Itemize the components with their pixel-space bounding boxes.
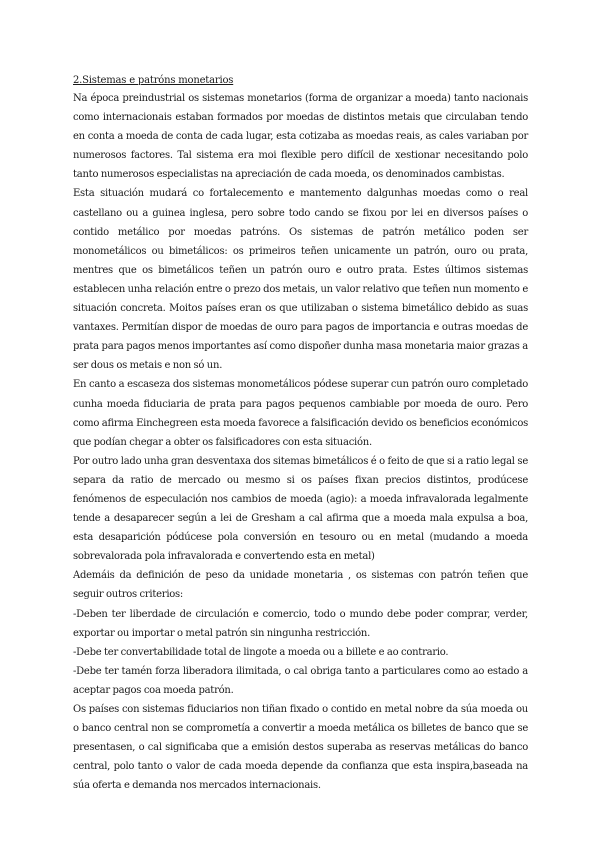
paragraph-fiduciary-systems: Os países con sistemas fiduciarios non tiñan fixado o contido en metal nobre da súa moeda ou o banco central non se comprometía a convertir a moeda metálica os billetes de banco que se presentasen, o cal significaba que a emisión destos superaba as reservas metálicas do banco central, polo tanto o valor de cada moeda depende da confianza que esta inspira,baseada na súa oferta e demanda nos mercados internacionais. (73, 704, 528, 792)
criteria-item-free-circulation: -Deben ter liberdade de circulación e comercio, todo o mundo debe poder comprar, verder, exportar ou importar o metal patrón sin ningunha restricción. (73, 608, 528, 639)
paragraph-bimetallic-disadvantage: Por outro lado unha gran desventaxa dos sitemas bimetálicos é o feito de que si a ratio legal se separa da ratio de mercado ou mesmo si os países fixan precios distintos, prodúcese fenómenos de especulación nos cambios de moeda (agio): a moeda infravalorada legalmente tende a desaparecer según a lei de Gresham a cal afirma que a moeda mala expulsa a boa, esta desaparición pódúcese pola conversión en tesouro ou en metal (mudando a moeda sobrevalorada pola infravalorada e convertendo esta en metal) (73, 455, 528, 563)
criteria-item-legal-tender: -Debe ter tamén forza liberadora ilimitada, o cal obriga tanto a particulares como ao estado a aceptar pagos coa moeda patrón. (73, 665, 528, 696)
paragraph-monometallic: En canto a escaseza dos sistemas monometálicos pódese superar cun patrón ouro completado cunha moeda fiduciaria de prata para pagos pequenos cambiable por moeda de ouro. Pero como afirma Einchegreen esta moeda favorece a falsificación devido os beneficios económicos que podían chegar a obter os falsificadores con esta situación. (73, 379, 528, 448)
paragraph-metallic-standards: Esta situación mudará co fortalecemento e mantemento dalgunhas moedas como o real castellano ou a guinea inglesa, pero sobre todo cando se fixou por lei en diversos países o contido metálico por moedas patróns. Os sistemas de patrón metálico poden ser monometálicos ou bimetálicos: os primeiros teñen unicamente un patrón, ouro ou prata, mentres que os bimetálicos teñen un patrón ouro e outro prata. Estes últimos sistemas establecen unha relación entre o prezo dos metais, un valor relativo que teñen nun momento e situación concreta. Moitos países eran os que utilizaban o sistema bimetálico debido as suas vantaxes. Permitían dispor de moedas de ouro para pagos de importancia e outras moedas de prata para pagos menos importantes así como dispoñer dunha masa monetaria maior grazas a ser dous os metais e non só un. (73, 188, 528, 372)
paragraph-preindustrial: Na época preindustrial os sistemas monetarios (forma de organizar a moeda) tanto nacionais como internacionais estaban formados por moedas de distintos metais que circulaban tendo en conta a moeda de conta de cada lugar, esta cotizaba as moedas reais, as cales variaban por numerosos factores. Tal sistema era moi flexible pero difícil de xestionar necesitando polo tanto numerosos especialistas na apreciación de cada moeda, os denominados cambistas. (73, 93, 528, 181)
paragraph-criteria-intro: Ademáis da definición de peso da unidade monetaria , os sistemas con patrón teñen que seguir outros criterios: (73, 570, 528, 601)
document-page (73, 73, 528, 795)
criteria-item-convertibility: -Debe ter convertabilidade total de lingote a moeda ou a billete e ao contrario. (73, 646, 449, 658)
section-heading: 2.Sistemas e patróns monetarios (73, 75, 234, 86)
